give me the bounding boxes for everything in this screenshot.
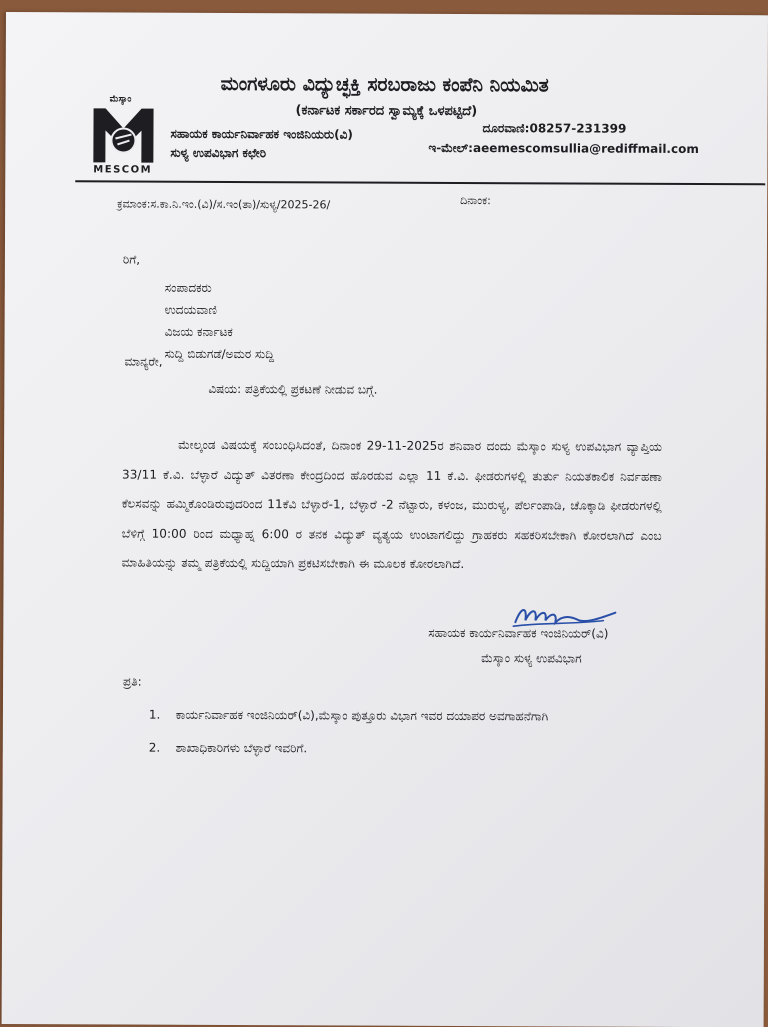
logo-caption: ಮೆಸ್ಕಾಂ <box>109 94 132 105</box>
list-item <box>149 699 548 734</box>
reference-number: ಕ್ರಮಾಂಕ:ಸ.ಕಾ.ನಿ.ಇಂ.(ವಿ)/ಸ.ಇಂ(ತಾ)/ಸುಳ್ಯ/2025-26/ <box>117 197 331 212</box>
copy-to-label: ಪ್ರತಿ: <box>123 674 142 689</box>
list-number: 2. <box>148 740 161 755</box>
office-designation: ಸಹಾಯಕ ಕಾರ್ಯನಿರ್ವಾಹಕ ಇಂಜಿನಿಯರು(ವಿ) <box>170 126 353 142</box>
salutation: ಮಾನ್ಯರೇ, <box>124 354 163 369</box>
list-text: ಕಾರ್ಯನಿರ್ವಾಹಕ ಇಂಜಿನಿಯರ್(ವಿ),ಮೆಸ್ಕಾಂ ಪುತ್ತೂರು ವಿಭಾಗ ಇವರ ದಯಾಪರ ಅವಗಾಹನೆಗಾಗಿ <box>175 707 549 724</box>
recipient: ಸುದ್ದಿ ಬಿಡುಗಡೆ/ಅಮರ ಸುದ್ದಿ <box>164 346 275 362</box>
to-line: ರಿಗೆ, <box>122 252 141 267</box>
logo-wordmark: MESCOM <box>93 164 153 176</box>
date-label: ದಿನಾಂಕ: <box>460 193 491 208</box>
list-text: ಶಾಖಾಧಿಕಾರಿಗಳು ಬೆಳ್ಳಾರೆ ಇವರಿಗೆ. <box>175 740 308 756</box>
recipient-list <box>164 277 274 365</box>
organization-subtitle: (ಕರ್ನಾಟಕ ಸರ್ಕಾರದ ಸ್ವಾಮ್ಯಕ್ಕೆ ಒಳಪಟ್ಟಿದೆ) <box>295 103 478 120</box>
letter-body: ಮೇಲ್ಕಂಡ ವಿಷಯಕ್ಕೆ ಸಂಬಂಧಿಸಿದಂತೆ, ದಿನಾಂಕ 29-11-2025ರ ಶನಿವಾರ ದಂದು ಮೆಸ್ಕಾಂ ಸುಳ್ಯ ಉಪವಿಭಾಗ ವ್ಯಾಪ್ತಿಯ 33/11 ಕೆ.ವಿ. ಬೆಳ್ಳಾರೆ ವಿದ್ಯುತ್ ವಿತರಣಾ ಕೇಂದ್ರದಿಂದ ಹೊರಡುವ ಎಲ್ಲಾ 11 ಕೆ.ವಿ. ಫೀಡರುಗಳಲ್ಲಿ ತುರ್ತು ನಿಯತಕಾಲಿಕ ನಿರ್ವಹಣಾ ಕೆಲಸವನ್ನು ಹಮ್ಮಿಕೊಂಡಿರುವುದರಿಂದ 11ಕೆವಿ ಬೆಳ್ಳಾರೆ-1, ಬೆಳ್ಳಾರೆ -2 ನೆಟ್ಟಾರು, ಕಳಂಜ, ಮುರುಳ್ಯ, ಪೆರ್ಲಂಪಾಡಿ, ಚೊಕ್ಕಾಡಿ ಫೀಡರುಗಳಲ್ಲಿ ಬೆಳಿಗ್ಗೆ 10:00 ರಿಂದ ಮಧ್ಯಾಹ್ನ 6:00 ರ ತನಕ ವಿದ್ಯುತ್ ವ್ಯತ್ಯಯ ಉಂಟಾಗಲಿದ್ದು ಗ್ರಾಹಕರು ಸಹಕರಿಸಬೇಕಾಗಿ ಕೋರಲಾಗಿದೆ ಎಂಬ ಮಾಹಿತಿಯನ್ನು ತಮ್ಮ ಪತ್ರಿಕೆಯಲ್ಲಿ ಸುದ್ದಿಯಾಗಿ ಪ್ರಕಟಿಸಬೇಕಾಗಿ ಈ ಮೂಲಕ ಕೋರಲಾಗಿದೆ. <box>121 437 663 572</box>
signatory-office: ಮೆಸ್ಕಾಂ ಸುಳ್ಯ ಉಪವಿಭಾಗ <box>481 651 582 666</box>
email-address: ಇ-ಮೇಲ್:aeemescomsullia@rediffmail.com <box>428 140 699 157</box>
subject-line: ವಿಷಯ: ಪತ್ರಿಕೆಯಲ್ಲಿ ಪ್ರಕಟಣೆ ನೀಡುವ ಬಗ್ಗೆ. <box>208 381 378 397</box>
phone-number: ದೂರವಾಣಿ:08257-231399 <box>482 121 627 136</box>
recipient: ಉದಯವಾಣಿ <box>164 302 217 317</box>
copy-list <box>149 699 549 767</box>
mescom-logo <box>91 94 161 180</box>
list-item <box>149 732 548 767</box>
organization-title: ಮಂಗಳೂರು ವಿದ್ಯುಚ್ಛಕ್ತಿ ಸರಬರಾಜು ಕಂಪೆನಿ ನಿಯಮಿತ <box>220 72 549 97</box>
letter-paper <box>2 12 768 1027</box>
recipient: ವಿಜಯ ಕರ್ನಾಟಕ <box>164 324 233 339</box>
signatory-title: ಸಹಾಯಕ ಕಾರ್ಯನಿರ್ವಾಹಕ ಇಂಜಿನಿಯರ್(ವಿ) <box>428 625 609 641</box>
letterhead-divider <box>75 180 765 185</box>
list-number: 1. <box>148 707 161 722</box>
mescom-emblem-icon <box>91 104 155 164</box>
office-name: ಸುಳ್ಯ ಉಪವಿಭಾಗ ಕಛೇರಿ <box>170 145 267 161</box>
recipient: ಸಂಪಾದಕರು <box>164 280 212 295</box>
